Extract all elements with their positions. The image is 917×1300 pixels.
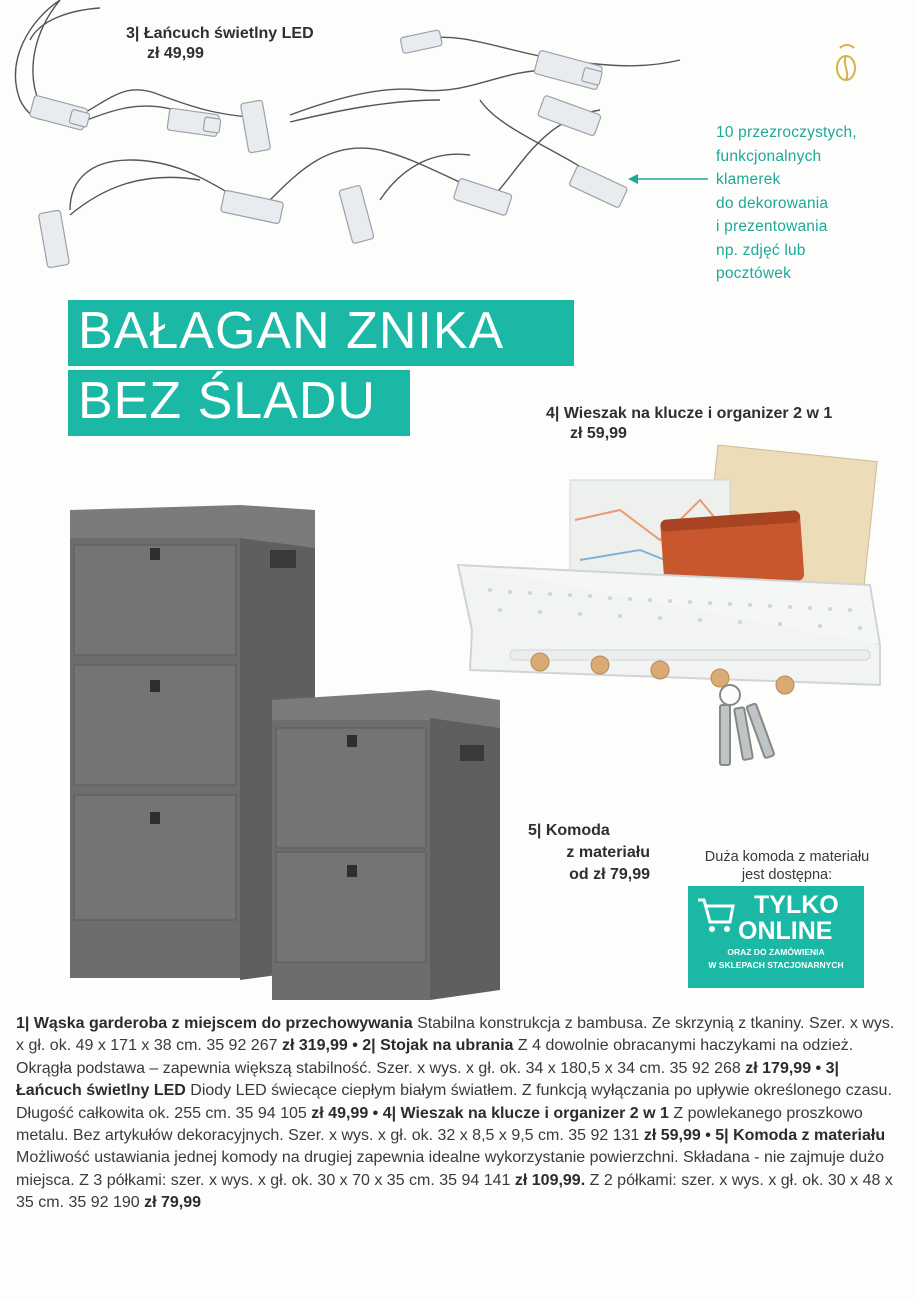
- desc-text: Z powlekanego proszkowo metalu. Bez artykułów dekoracyjnych. Szer. x wys. x gł. ok. 32 x 8,5 x 9,5 cm. 35 92 131: [16, 1104, 863, 1145]
- desc-bold: zł 49,99 • 4| Wieszak na klucze i organizer 2 w 1: [311, 1104, 669, 1122]
- product-label-organizer: [546, 404, 832, 444]
- product-label-lights: [126, 24, 314, 64]
- desc-bold: zł 109,99.: [514, 1171, 586, 1189]
- desc-bold: 1| Wąska garderoba z miejscem do przechowywania: [16, 1015, 413, 1032]
- note-line: jest dostępna:: [741, 867, 833, 883]
- brand-logo-icon: [832, 42, 860, 84]
- badge-line: TYLKO: [754, 891, 839, 919]
- note-line: Duża komoda z materiału: [704, 849, 870, 865]
- desc-bold: zł 179,99 • 3| Łańcuch świetlny LED: [16, 1059, 839, 1100]
- led-string-lights-image: [0, 0, 700, 300]
- product-name: 3| Łańcuch świetlny LED: [126, 25, 314, 42]
- product-name: 4| Wieszak na klucze i organizer 2 w 1: [546, 405, 833, 422]
- badge-subtitle: [688, 946, 864, 972]
- desc-text: Z 2 półkami: szer. x wys. x gł. ok. 30 x 48 x 35 cm. 35 92 190: [16, 1171, 893, 1212]
- headline-line-2: BEZ ŚLADU: [68, 370, 410, 436]
- badge-line: ONLINE: [738, 917, 833, 945]
- product-price: zł 49,99: [147, 45, 204, 62]
- desc-text: Stabilna konstrukcja z bambusa. Ze skrzynią z tkaniny. Szer. x wys. x gł. ok. 49 x 171 x 38 cm. 35 92 267: [16, 1015, 895, 1055]
- desc-text: Diody LED świecące ciepłym białym światłem. Z funkcją wyłączania po upływie określonego czasu. Długość całkowita ok. 255 cm. 35 94 105: [16, 1082, 892, 1122]
- callout-line: np. zdjęć lub: [716, 241, 806, 259]
- callout-line: klamerek: [716, 171, 781, 188]
- desc-text: Z 4 dowolnie obracanymi haczykami na odzież. Okrągła podstawa – zapewnia większą stabilność. Szer. x wys. x gł. ok. 34 x 180,5 x 34 cm. 35 92 268: [16, 1037, 854, 1077]
- product-price: zł 59,99: [570, 425, 627, 442]
- product-name-line2: z materiału: [566, 844, 650, 861]
- callout-line: 10 przezroczystych,: [716, 124, 857, 141]
- availability-note: [682, 848, 892, 884]
- callout-line: i prezentowania: [716, 218, 828, 235]
- desc-bold: zł 59,99 • 5| Komoda z materiału: [643, 1127, 886, 1145]
- desc-text: Możliwość ustawiania jednej komody na drugiej zapewnia idealne wykorzystanie powierzchni. Składana - nie zajmuje dużo miejsca. Z 3 półkami: szer. x wys. x gł. ok. 30 x 70 x 35 cm. 35 94 141: [16, 1149, 885, 1189]
- callout-line: pocztówek: [716, 265, 792, 282]
- product-name-line1: 5| Komoda: [528, 822, 610, 839]
- desc-bold: zł 79,99: [144, 1194, 202, 1212]
- badge-sub-line: ORAZ DO ZAMÓWIENIA: [727, 947, 825, 957]
- fabric-dresser-image: [60, 490, 500, 1010]
- cart-icon: [696, 894, 736, 934]
- product-label-dresser: [528, 820, 650, 886]
- arrow-left-icon: [628, 172, 708, 186]
- online-only-badge: [688, 886, 864, 988]
- callout-line: funkcjonalnych: [716, 147, 822, 165]
- badge-sub-line: W SKLEPACH STACJONARNYCH: [708, 960, 844, 970]
- key-organizer-image: [450, 440, 900, 800]
- headline-line-1: BAŁAGAN ZNIKA: [68, 300, 574, 366]
- badge-title: [738, 892, 839, 944]
- desc-bold: zł 319,99 • 2| Stojak na ubrania: [281, 1037, 514, 1055]
- product-description: [16, 1013, 896, 1215]
- lights-callout: [716, 121, 901, 286]
- callout-line: do dekorowania: [716, 194, 829, 212]
- product-price: od zł 79,99: [569, 866, 650, 883]
